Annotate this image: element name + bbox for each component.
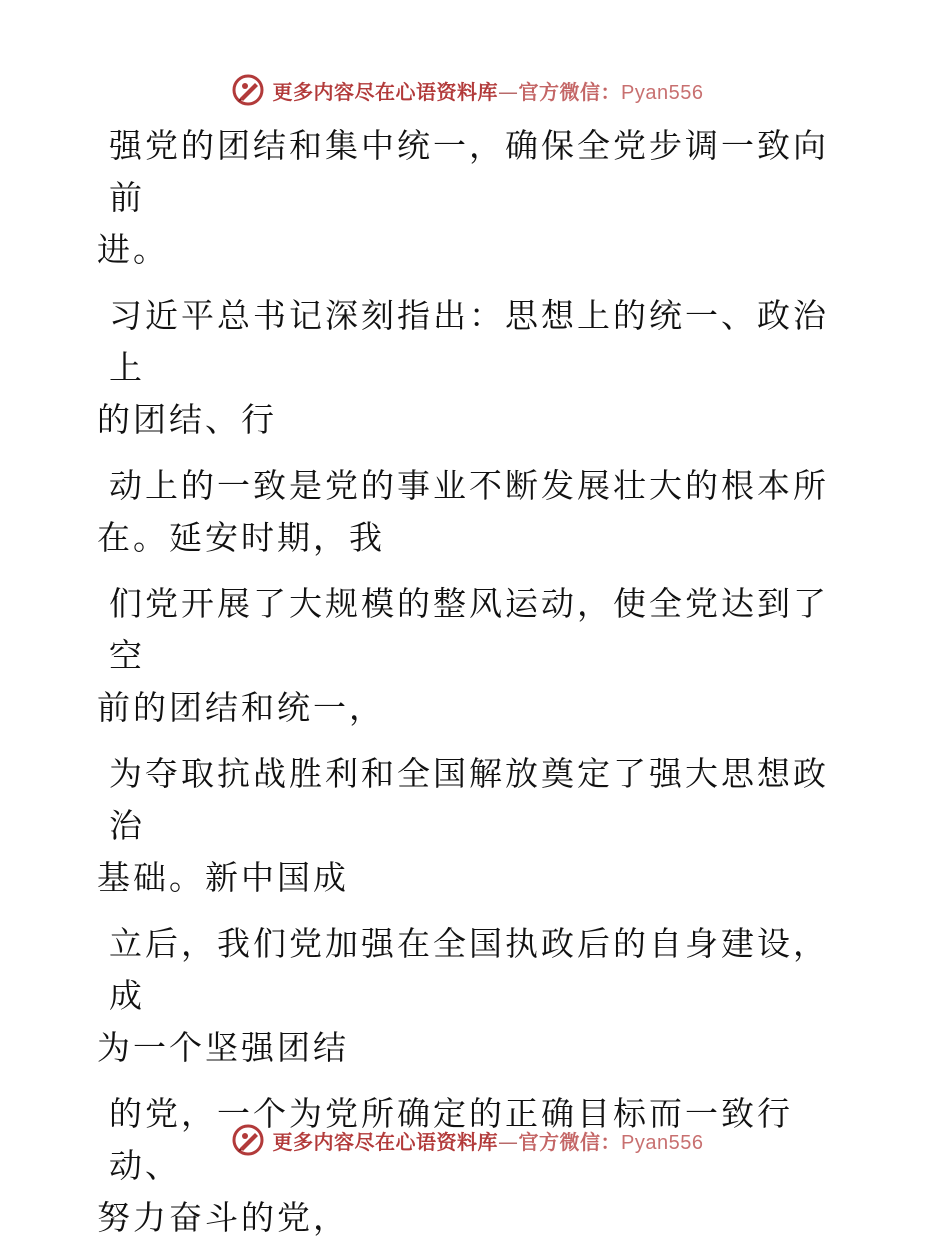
paragraph-line: 立后，我们党加强在全国执政后的自身建设，成: [109, 924, 829, 1015]
header-wechat-id: Pyan556: [621, 81, 704, 104]
paragraph-1: [97, 120, 857, 276]
paragraph-line: 进。: [97, 230, 169, 269]
footer-wechat-id: Pyan556: [621, 1131, 704, 1154]
footer-wechat-label: 官方微信：: [518, 1129, 622, 1154]
pen-logo-icon: [231, 73, 265, 107]
header-text: [273, 76, 704, 105]
paragraph-line: 基础。新中国成: [97, 858, 349, 897]
pen-logo-icon: [231, 1123, 265, 1157]
paragraph-line: 为夺取抗战胜利和全国解放奠定了强大思想政治: [109, 754, 829, 845]
header-main-text: 更多内容尽在心语资料库: [272, 79, 499, 104]
header-separator: —: [498, 79, 519, 104]
document-body: [97, 120, 857, 1244]
footer-banner: [0, 1120, 950, 1160]
header-banner: [0, 70, 950, 110]
paragraph-line: 强党的团结和集中统一，确保全党步调一致向前: [109, 126, 829, 217]
paragraph-line: 努力奋斗的党，: [97, 1198, 349, 1237]
paragraph-line: 的团结、行: [97, 400, 277, 439]
paragraph-6: [97, 918, 857, 1074]
paragraph-line: 动上的一致是党的事业不断发展壮大的根本所: [109, 466, 829, 505]
header-wechat-label: 官方微信：: [518, 79, 622, 104]
paragraph-5: [97, 748, 857, 904]
paragraph-line: 们党开展了大规模的整风运动，使全党达到了空: [109, 584, 829, 675]
paragraph-line: 习近平总书记深刻指出：思想上的统一、政治上: [109, 296, 829, 387]
footer-main-text: 更多内容尽在心语资料库: [272, 1129, 499, 1154]
footer-separator: —: [498, 1129, 519, 1154]
paragraph-line: 在。延安时期，我: [97, 518, 385, 557]
paragraph-line: 为一个坚强团结: [97, 1028, 349, 1067]
paragraph-line: 的党，一个为党所确定的正确目标而一致行动、: [109, 1094, 793, 1185]
footer-banner-content: [231, 1123, 704, 1157]
paragraph-2: [97, 290, 857, 446]
header-banner-content: [231, 73, 704, 107]
paragraph-7: [97, 1088, 857, 1244]
paragraph-4: [97, 578, 857, 734]
paragraph-3: [97, 460, 857, 564]
paragraph-line: 前的团结和统一，: [97, 688, 385, 727]
footer-text: [273, 1126, 704, 1155]
